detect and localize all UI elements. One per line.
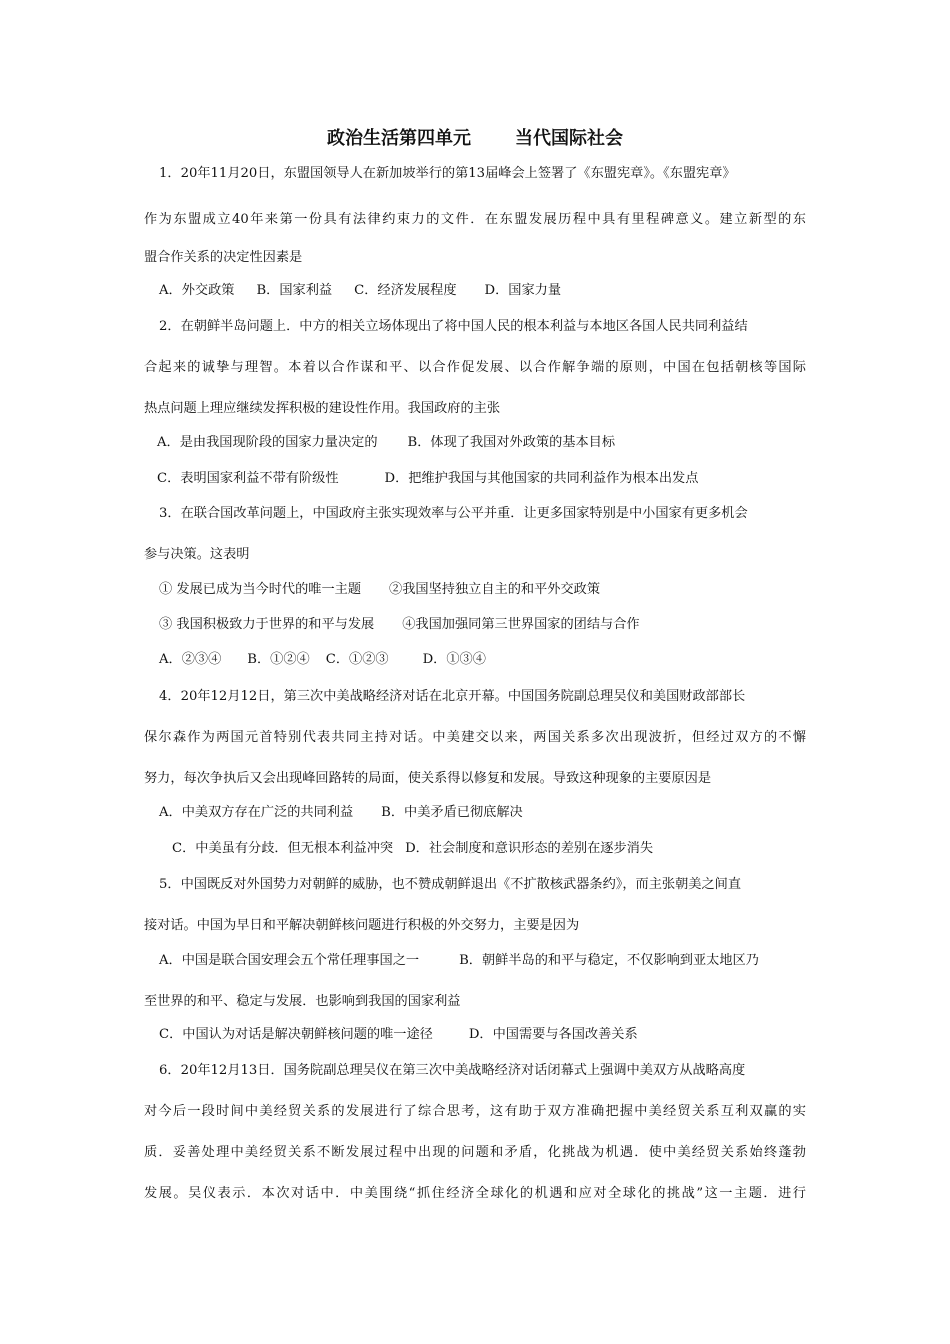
title-left: 政治生活第四单元: [327, 128, 471, 149]
question-2-options-row-2: [157, 470, 819, 488]
question-6-line-1: 6．20年12月13日．国务院副总理吴仪在第三次中美战略经济对话闭幕式上强调中美双方从战略高度: [159, 1063, 746, 1078]
question-2-line-3: 热点问题上理应继续发挥积极的建设性作用。我国政府的主张: [144, 401, 501, 416]
option-b: B．中美矛盾已彻底解决: [381, 805, 523, 820]
option-a: A．中国是联合国安理会五个常任理事国之一: [159, 953, 420, 968]
option-c: C．经济发展程度: [354, 283, 457, 298]
option-c: C．表明国家利益不带有阶级性: [157, 471, 339, 486]
question-3-options: [159, 651, 821, 669]
statement-2: ②我国坚持独立自主的和平外交政策: [389, 582, 601, 597]
question-5-option-b-continued: 至世界的和平、稳定与发展．也影响到我国的国家利益: [144, 994, 461, 1009]
question-4-line-1: 4．20年12月12日，第三次中美战略经济对话在北京开幕。中国国务院副总理吴仪和美国财政部部长: [159, 689, 746, 704]
question-1-line-3: 盟合作关系的决定性因素是: [144, 250, 303, 265]
option-a: A．外交政策: [159, 283, 235, 298]
question-4-line-2: 保尔森作为两国元首特别代表共同主持对话。中美建交以来，两国关系多次出现波折，但经过双方的不懈: [144, 730, 806, 745]
option-a: A．中美双方存在广泛的共同利益: [159, 805, 354, 820]
page-title: [0, 124, 950, 150]
question-4-options-row-1: [159, 804, 821, 822]
option-c: C．中美虽有分歧．但无根本利益冲突: [172, 841, 394, 856]
question-3-statements-row-1: [159, 581, 821, 599]
option-b: B．体现了我国对外政策的基本目标: [407, 435, 616, 450]
question-2-line-2: 合起来的诚挚与理智。本着以合作谋和平、以合作促发展、以合作解争端的原则，中国在包括朝核等国际: [144, 360, 806, 375]
option-d: D．社会制度和意识形态的差别在逐步消失: [405, 841, 654, 856]
question-6-line-4: 发展。吴仪表示．本次对话中．中美围绕“抓住经济全球化的机遇和应对全球化的挑战”这一主题．进行: [144, 1186, 806, 1201]
title-right: 当代国际社会: [515, 128, 623, 149]
option-b: B．朝鲜半岛的和平与稳定，不仅影响到亚太地区乃: [459, 953, 759, 968]
statement-4: ④我国加强同第三世界国家的团结与合作: [402, 617, 640, 632]
option-d: D．把维护我国与其他国家的共同利益作为根本出发点: [384, 471, 699, 486]
question-1-line-2: 作为东盟成立40年来第一份具有法律约束力的文件．在东盟发展历程中具有里程碑意义。建立新型的东: [144, 212, 806, 227]
question-5-options-row-2: [159, 1026, 821, 1044]
option-d: D．①③④: [422, 652, 486, 667]
option-c: C．中国认为对话是解决朝鲜核问题的唯一途径: [159, 1027, 433, 1042]
question-5-line-2: 接对话。中国为早日和平解决朝鲜核问题进行积极的外交努力，主要是因为: [144, 918, 580, 933]
question-5-options-row-1: [159, 952, 821, 970]
question-3-line-1: 3．在联合国改革问题上，中国政府主张实现效率与公平并重．让更多国家特别是中小国家有更多机会: [159, 506, 748, 521]
question-6-line-2: 对今后一段时间中美经贸关系的发展进行了综合思考，这有助于双方准确把握中美经贸关系互利双赢的实: [144, 1104, 806, 1119]
question-5-line-1: 5．中国既反对外国势力对朝鲜的威胁，也不赞成朝鲜退出《不扩散核武器条约》，而主张朝美之间直: [159, 877, 742, 892]
question-3-line-2: 参与决策。这表明: [144, 547, 250, 562]
statement-1: ① 发展已成为当今时代的唯一主题: [159, 582, 362, 597]
question-6-line-3: 质．妥善处理中美经贸关系不断发展过程中出现的问题和矛盾，化挑战为机遇．使中美经贸关系始终蓬勃: [144, 1145, 806, 1160]
question-3-statements-row-2: [159, 616, 821, 634]
question-2-line-1: 2．在朝鲜半岛问题上．中方的相关立场体现出了将中国人民的根本利益与本地区各国人民共同利益结: [159, 319, 748, 334]
question-2-options-row-1: [157, 434, 819, 452]
statement-3: ③ 我国积极致力于世界的和平与发展: [159, 617, 375, 632]
question-1-options: [159, 282, 821, 300]
option-a: A．是由我国现阶段的国家力量决定的: [157, 435, 378, 450]
question-4-line-3: 努力，每次争执后又会出现峰回路转的局面，使关系得以修复和发展。导致这种现象的主要原因是: [144, 771, 712, 786]
question-1-line-1: 1．20年11月20日，东盟国领导人在新加坡举行的第13届峰会上签署了《东盟宪章》。《东盟宪章》: [159, 166, 736, 181]
option-c: C．①②③: [325, 652, 389, 667]
question-4-options-row-2: [172, 840, 834, 858]
option-b: B．①②④: [247, 652, 310, 667]
option-d: D．中国需要与各国改善关系: [468, 1027, 638, 1042]
option-d: D．国家力量: [484, 283, 562, 298]
option-b: B．国家利益: [256, 283, 333, 298]
option-a: A．②③④: [159, 652, 222, 667]
